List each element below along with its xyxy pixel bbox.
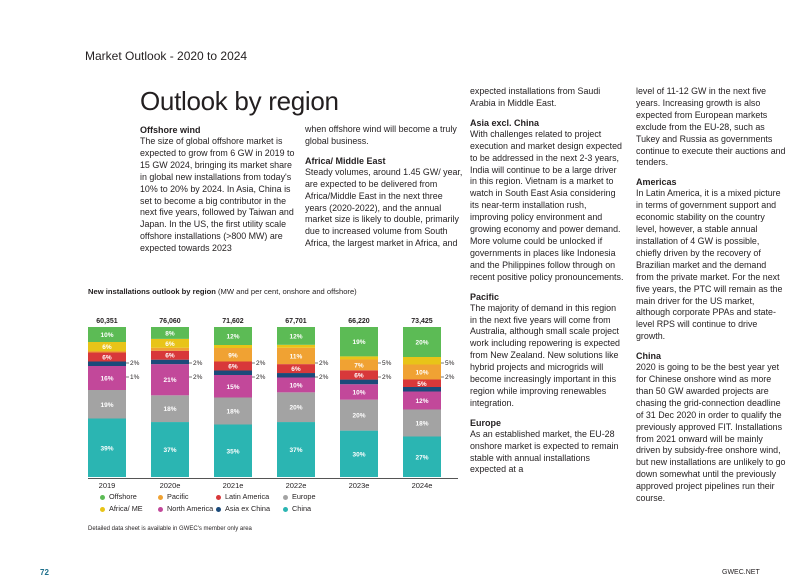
data-label: 15% — [226, 383, 240, 391]
text-column-3 — [470, 86, 625, 476]
column-paragraph: With challenges related to project execution and market design expected to be addressed in the next 2-3 years, India will continue to be a large driver in this region. Vietnam is a market to watch in South East Asia considering its near-term installation rush, improving policy environment and growing economy and power demand. More volume could be unlocked if governments in places like Indonesia and the Philippines follow through on recent positive policy pronouncements. — [470, 128, 624, 282]
bar-segment — [340, 380, 378, 385]
legend-label: Pacific — [167, 492, 189, 501]
data-label: 20% — [289, 404, 303, 412]
legend-item — [283, 492, 316, 501]
category-label: 2023e — [348, 481, 370, 490]
column-heading: Africa/ Middle East — [305, 155, 386, 166]
legend-swatch — [216, 507, 221, 512]
data-label: 6% — [354, 372, 364, 380]
side-label: 5% — [382, 360, 392, 367]
data-label: 10% — [289, 382, 303, 390]
legend-swatch — [158, 507, 163, 512]
column-heading: Pacific — [470, 291, 500, 302]
legend-swatch — [158, 495, 163, 500]
data-label: 16% — [100, 375, 114, 383]
section-header: Market Outlook - 2020 to 2024 — [85, 49, 248, 63]
legend-item — [216, 492, 269, 501]
data-label: 5% — [417, 380, 427, 388]
data-label: 6% — [102, 354, 112, 362]
side-label: 2% — [256, 360, 266, 367]
data-label: 12% — [226, 333, 240, 341]
chart-title-main: New installations outlook by region — [88, 287, 216, 296]
data-label: 9% — [228, 352, 238, 360]
stacked-bar-chart — [80, 300, 470, 495]
legend-swatch — [100, 495, 105, 500]
data-label: 6% — [291, 366, 301, 374]
data-label: 12% — [415, 398, 429, 405]
side-label: 5% — [445, 360, 455, 367]
legend-label: Asia ex China — [225, 504, 271, 513]
bar-segment — [340, 356, 378, 359]
page-number: 72 — [40, 568, 49, 577]
column-heading: Offshore wind — [140, 125, 201, 135]
data-label: 6% — [165, 340, 175, 348]
data-label: 20% — [352, 412, 366, 420]
chart-subtitle: (MW and per cent, onshore and offshore) — [217, 287, 357, 296]
legend-label: Europe — [292, 492, 316, 501]
chart-axis-line — [88, 478, 458, 479]
column-paragraph: As an established market, the EU-28 onshore market is expected to remain stable with annual installations expected at a — [470, 428, 619, 475]
data-label: 30% — [352, 451, 366, 459]
column-paragraph: when offshore wind will become a truly global business. — [305, 124, 457, 146]
legend-swatch — [283, 495, 288, 500]
total-label: 67,701 — [285, 318, 307, 325]
side-label: 2% — [445, 374, 455, 381]
side-label: 2% — [193, 374, 203, 381]
data-label: 10% — [100, 332, 114, 339]
legend-item — [216, 504, 270, 513]
bar-segment — [88, 362, 126, 367]
footnote: Detailed data sheet is available in GWEC's member only area — [88, 526, 252, 532]
data-label: 27% — [415, 454, 429, 462]
data-label: 35% — [226, 448, 240, 456]
data-label: 7% — [354, 362, 364, 370]
chart-title — [88, 287, 357, 296]
column-paragraph: The size of global offshore market is expected to grow from 6 GW in 2019 to 15 GW 2024, bringing its market share in global new installations from today's 10% to 20% by 2024. In Asia, China is set to become a big contributor in the next five years, followed by Taiwan and Japan. In the US, the first utility scale offshore installations (>800 MW) are expected towards 2023 — [140, 136, 295, 254]
data-label: 18% — [226, 408, 240, 416]
side-label: 2% — [319, 374, 329, 381]
total-label: 73,425 — [411, 318, 433, 325]
legend-item — [100, 492, 137, 501]
bar-segment — [88, 351, 126, 353]
category-label: 2020e — [159, 481, 181, 490]
column-heading: Europe — [470, 417, 502, 428]
side-label: 2% — [193, 360, 203, 367]
text-column-4 — [636, 86, 786, 505]
legend-swatch — [216, 495, 221, 500]
column-paragraph: The majority of demand in this region in the next five years will come from Australia, although small scale project work including repowering is expected from New Zealand. New solutions like hybrid projects and microgrids will become increasingly important in this region while improving renewables integration. — [470, 302, 620, 408]
side-label: 2% — [319, 360, 329, 367]
side-label: 1% — [130, 374, 140, 381]
legend-swatch — [283, 507, 288, 512]
data-label: 10% — [415, 369, 429, 377]
column-paragraph: In Latin America, it is a mixed picture in terms of government support and economic stability on the country level, however, a stable annual installation of 4 GW is possible, chiefly driven by the recovery of Brazilian market and the demand from the private market. For the next five years, the PTC will remain as the main driver for the US market, although corporate PPAs and state-level RPS will continue to drive growth. — [636, 188, 783, 342]
bar-segment — [277, 373, 315, 377]
data-label: 37% — [163, 447, 177, 455]
bar-segment — [403, 357, 441, 365]
data-label: 6% — [228, 363, 238, 371]
data-label: 19% — [352, 339, 366, 347]
category-label: 2024e — [411, 481, 433, 490]
column-paragraph: expected installations from Saudi Arabia in Middle East. — [470, 86, 601, 108]
data-label: 37% — [289, 447, 303, 455]
data-label: 18% — [163, 406, 177, 414]
bar-segment — [277, 345, 315, 348]
column-paragraph: 2020 is going to be the best year yet for Chinese onshore wind as more than 50 GW awarded projects are chasing the grid-connection deadline of 31 Dec 2020 in order to qualify the previously approved FIT. Installations from 2021 onward will be mainly driven by subsidy-free onshore wind, but new installations are unlikely to go down somewhat until the previously approved project pipelines run their course. — [636, 362, 786, 504]
legend-item — [158, 492, 189, 501]
text-column-2 — [305, 124, 465, 250]
legend-item — [100, 504, 143, 513]
data-label: 19% — [100, 401, 114, 409]
data-label: 12% — [289, 333, 303, 341]
column-heading: Americas — [636, 177, 677, 188]
data-label: 6% — [102, 344, 112, 351]
column-paragraph: Steady volumes, around 1.45 GW/ year, are expected to be delivered from Africa/Middle East in the next three years (2020-2022), and the annual market size is likely to double, primarily due to increased volume from South Africa, the largest market in Africa, and — [305, 166, 463, 249]
bar-segment — [151, 348, 189, 351]
data-label: 21% — [163, 377, 177, 385]
legend-label: Africa/ ME — [109, 504, 143, 513]
category-label: 2022e — [285, 481, 307, 490]
column-heading: China — [636, 351, 662, 362]
column-heading: Asia excl. China — [470, 117, 540, 128]
bar-segment — [214, 371, 252, 376]
side-label: 2% — [130, 360, 140, 367]
text-column-1 — [140, 124, 298, 255]
legend-label: Offshore — [109, 492, 137, 501]
data-label: 20% — [415, 339, 429, 347]
category-label: 2019 — [98, 481, 116, 490]
bar-segment — [151, 360, 189, 364]
total-label: 60,351 — [96, 318, 118, 325]
side-label: 2% — [382, 374, 392, 381]
data-label: 39% — [100, 445, 114, 453]
total-label: 71,602 — [222, 318, 244, 325]
bar-segment — [214, 345, 252, 348]
legend-label: North America — [167, 504, 214, 513]
data-label: 6% — [165, 352, 175, 360]
legend-item — [158, 504, 213, 513]
legend-item — [283, 504, 311, 513]
total-label: 76,060 — [159, 318, 181, 325]
data-label: 18% — [415, 420, 429, 428]
category-label: 2021e — [222, 481, 244, 490]
legend-swatch — [100, 507, 105, 512]
data-label: 10% — [352, 389, 366, 397]
page-title: Outlook by region — [140, 86, 339, 116]
column-paragraph: level of 11-12 GW in the next five years. Increasing growth is also expected from European markets exclude from the EU-28, such as Tukey and Russia as governments continue to execute their auctions and tenders. — [636, 86, 786, 168]
data-label: 11% — [289, 353, 303, 361]
legend-label: Latin America — [225, 492, 270, 501]
side-label: 2% — [256, 374, 266, 381]
total-label: 66,220 — [348, 318, 370, 325]
site-url: GWEC.NET — [722, 569, 760, 576]
legend-label: China — [292, 504, 312, 513]
data-label: 8% — [165, 330, 175, 338]
